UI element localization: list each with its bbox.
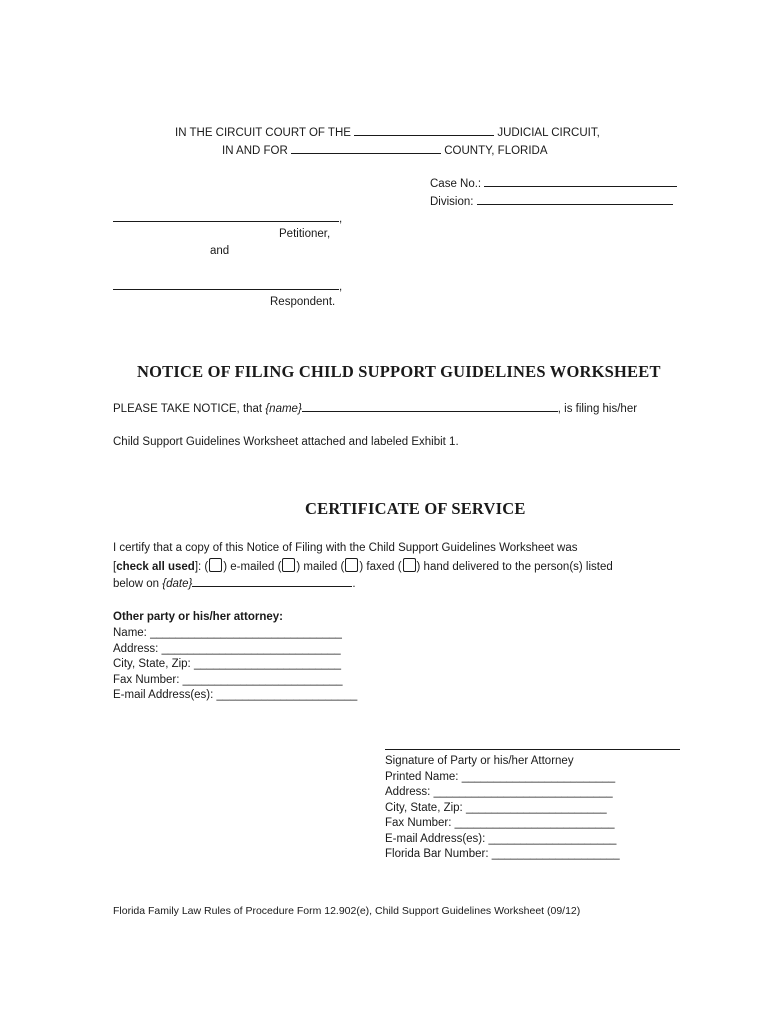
bracket-close: ]: (: [194, 561, 209, 573]
signer-email-field[interactable]: E-mail Address(es): ____________________: [385, 832, 617, 845]
case-number-field[interactable]: [484, 175, 677, 187]
other-party-heading: Other party or his/her attorney:: [113, 611, 283, 623]
court-caption-line-2: [222, 142, 548, 158]
notice-text-suffix: , is filing his/her: [557, 403, 638, 415]
respondent-comma: ,: [339, 281, 343, 293]
other-party-fax-field[interactable]: Fax Number: _________________________: [113, 673, 343, 686]
respondent-name-row: [113, 278, 342, 294]
faxed-checkbox[interactable]: [345, 558, 358, 572]
court-caption-suffix: JUDICIAL CIRCUIT,: [497, 127, 600, 139]
signature-block: [385, 754, 620, 863]
printed-name-field[interactable]: Printed Name: ________________________: [385, 770, 616, 783]
mailed-label: ) mailed (: [296, 561, 345, 573]
signer-city-field[interactable]: City, State, Zip: ______________________: [385, 801, 607, 814]
certificate-line-1: I certify that a copy of this Notice of Filing with the Child Support Guidelines Worksheet was: [113, 542, 578, 554]
case-number-label: Case No.:: [430, 178, 482, 190]
county-field[interactable]: [291, 142, 441, 154]
check-all-used-label: check all used: [116, 561, 195, 573]
certificate-line-3: [113, 575, 356, 591]
bracket-open: [: [113, 561, 117, 573]
emailed-label: ) e-mailed (: [223, 561, 282, 573]
division-field[interactable]: [477, 193, 673, 205]
filer-name-field[interactable]: [302, 400, 558, 412]
other-party-city-field[interactable]: City, State, Zip: _______________________: [113, 658, 342, 670]
certificate-title: CERTIFICATE OF SERVICE: [305, 499, 526, 518]
signer-address-field[interactable]: Address: ____________________________: [385, 786, 613, 798]
respondent-name-field[interactable]: [113, 278, 339, 290]
mailed-checkbox[interactable]: [282, 558, 295, 572]
division-label: Division:: [430, 196, 474, 208]
hand-delivered-checkbox[interactable]: [403, 558, 416, 572]
florida-bar-number-field[interactable]: Florida Bar Number: ____________________: [385, 848, 620, 860]
other-party-address-field[interactable]: Address: ____________________________: [113, 642, 341, 655]
date-placeholder: {date}: [162, 578, 193, 590]
below-on-label: below on: [113, 578, 160, 590]
emailed-checkbox[interactable]: [209, 558, 222, 572]
other-party-block: [113, 626, 357, 704]
other-party-email-field[interactable]: E-mail Address(es): ______________________: [113, 689, 358, 701]
court-caption-line-1: [175, 124, 600, 140]
faxed-label: ) faxed (: [359, 561, 402, 573]
certificate-line-2: [113, 558, 613, 574]
date-period: .: [352, 578, 356, 590]
case-number-row: [430, 175, 677, 191]
signer-fax-field[interactable]: Fax Number: _________________________: [385, 817, 615, 829]
signature-label: Signature of Party or his/her Attorney: [385, 755, 574, 767]
circuit-number-field[interactable]: [354, 124, 494, 136]
petitioner-name-row: [113, 210, 342, 226]
petitioner-name-field[interactable]: [113, 210, 339, 222]
court-caption-prefix: IN THE CIRCUIT COURT OF THE: [175, 127, 351, 139]
county-suffix: COUNTY, FLORIDA: [444, 145, 548, 157]
service-date-field[interactable]: [192, 575, 352, 587]
name-placeholder: {name}: [265, 403, 302, 415]
notice-text-line-1: [113, 400, 637, 416]
respondent-label: Respondent.: [270, 296, 336, 308]
notice-text-prefix: PLEASE TAKE NOTICE, that: [113, 403, 263, 415]
signature-line[interactable]: [385, 749, 680, 750]
notice-text-line-2: Child Support Guidelines Worksheet attached and labeled Exhibit 1.: [113, 436, 459, 448]
division-row: [430, 193, 673, 209]
county-prefix: IN AND FOR: [222, 145, 288, 157]
notice-title: NOTICE OF FILING CHILD SUPPORT GUIDELINES WORKSHEET: [137, 362, 661, 381]
petitioner-comma: ,: [339, 213, 343, 225]
hand-delivered-label: ) hand delivered to the person(s) listed: [416, 561, 613, 573]
form-footer: Florida Family Law Rules of Procedure Form 12.902(e), Child Support Guidelines Worksheet (09/12): [113, 905, 581, 917]
and-label: and: [210, 245, 230, 257]
other-party-name-field[interactable]: Name: ______________________________: [113, 627, 342, 639]
petitioner-label: Petitioner,: [279, 228, 331, 240]
